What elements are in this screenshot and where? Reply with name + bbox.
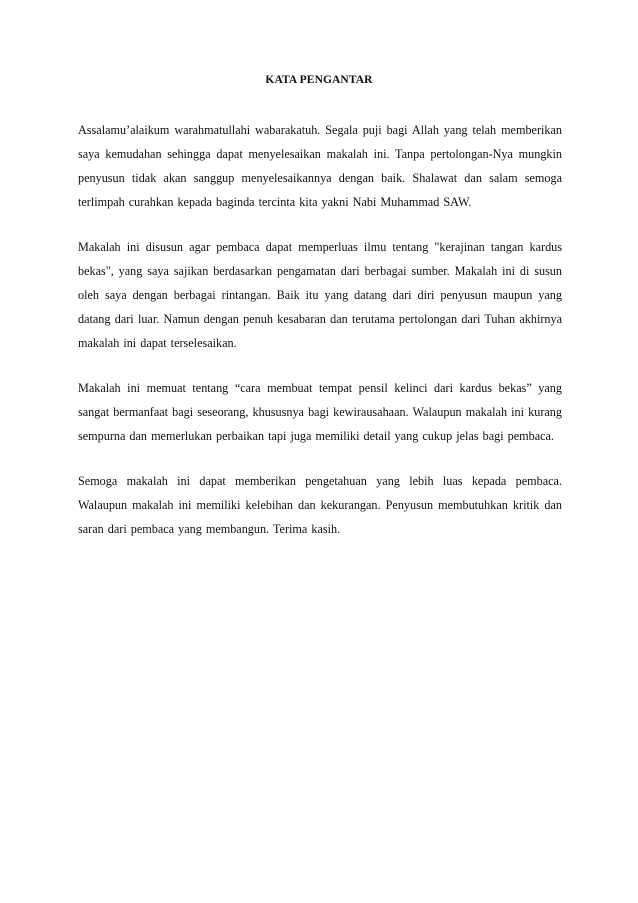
paragraph-greeting: Assalamu’alaikum warahmatullahi wabarakatuh. Segala puji bagi Allah yang telah memberikan saya kemudahan sehingga dapat menyelesaikan makalah ini. Tanpa pertolongan-Nya mungkin penyusun tidak akan sanggup menyelesaikannya dengan baik. Shalawat dan salam semoga terlimpah curahkan kepada baginda tercinta kita yakni Nabi Muhammad SAW. (78, 123, 562, 209)
document-body (78, 118, 562, 562)
page-title: KATA PENGANTAR (265, 74, 373, 86)
paragraph-content: Makalah ini memuat tentang “cara membuat tempat pensil kelinci dari kardus bekas” yang sangat bermanfaat bagi seseorang, khususnya bagi kewirausahaan. Walaupun makalah ini kurang sempurna dan memerlukan perbaikan tapi juga memiliki detail yang cukup jelas bagi pembaca. (78, 381, 562, 443)
paragraph-closing: Semoga makalah ini dapat memberikan pengetahuan yang lebih luas kepada pembaca. Walaupun makalah ini memiliki kelebihan dan kekurangan. Penyusun membutuhkan kritik dan saran dari pembaca yang membangun. Terima kasih. (78, 474, 562, 536)
paragraph-purpose: Makalah ini disusun agar pembaca dapat memperluas ilmu tentang "kerajinan tangan kardus bekas", yang saya sajikan berdasarkan pengamatan dari berbagai sumber. Makalah ini di susun oleh saya dengan berbagai rintangan. Baik itu yang datang dari diri penyusun maupun yang datang dari luar. Namun dengan penuh kesabaran dan terutama pertolongan dari Tuhan akhirnya makalah ini dapat terselesaikan. (78, 240, 562, 350)
